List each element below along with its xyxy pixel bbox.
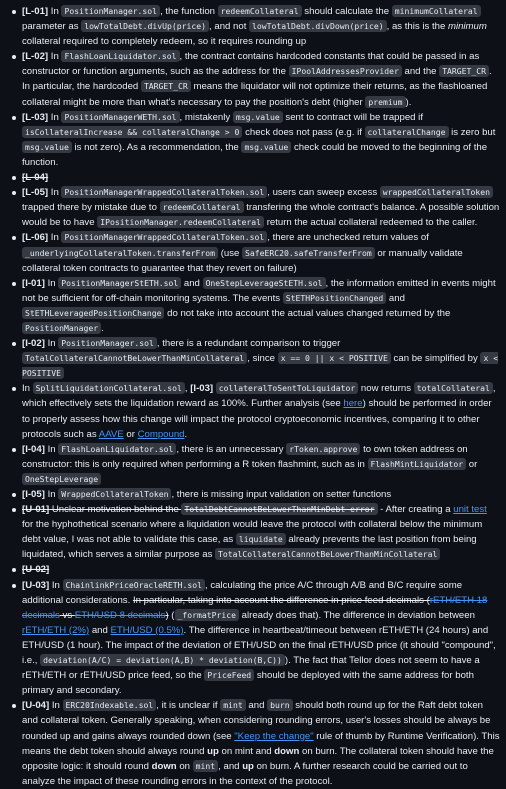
finding-label: [U-04] — [22, 700, 50, 712]
inline-code: msg.value — [241, 141, 291, 153]
inline-code: collateralChange — [365, 126, 449, 138]
finding-item — [12, 502, 500, 562]
text-segment: or — [466, 458, 478, 470]
text-segment: can be simplified by — [390, 353, 481, 365]
text-segment: is zero but — [448, 126, 496, 138]
text-segment: return the actual collateral redeemed to the caller. — [264, 217, 478, 229]
text-segment: , there is a redundant comparison to trigger — [156, 338, 341, 350]
text-segment: , since — [247, 353, 278, 365]
text-segment: In particular, taking into account the difference in price feed decimals ( — [132, 594, 430, 606]
finding-label: up — [242, 760, 254, 772]
text-segment: . — [184, 428, 188, 440]
inline-code: OneStepLeverageStETH.sol — [203, 277, 326, 289]
finding-item — [12, 276, 500, 336]
inline-code: msg.value — [233, 111, 283, 123]
link[interactable]: Compound — [137, 428, 185, 440]
finding-item — [12, 170, 500, 185]
inline-code: TARGET_CR — [439, 65, 489, 77]
text-segment: . In particular, the hardcoded — [22, 66, 492, 93]
inline-code: PositionManager — [22, 322, 101, 334]
text-segment: to own token address on constructor: this is only required when performing a R token flashmint, such as in — [22, 443, 468, 470]
text-segment: ). — [405, 96, 412, 108]
text-segment: and the — [401, 66, 440, 78]
text-segment: , and — [218, 760, 243, 772]
text-segment: , mistakenly — [179, 111, 233, 123]
text-segment: , there are unchecked return values of — [267, 232, 429, 244]
inline-code: FlashLoanLiquidator.sol — [58, 443, 176, 455]
finding-label: [U-02] — [22, 564, 50, 576]
text-segment: check could be moved to the beginning of the function. — [22, 141, 488, 168]
text-segment: (use — [218, 247, 243, 259]
link[interactable]: unit test — [453, 504, 487, 516]
text-segment: on mint and — [218, 745, 275, 757]
text-segment: or manually validate collateral token contracts to guarantee that they revert on failure) — [22, 247, 463, 274]
text-segment: , there is an unnecessary — [176, 443, 287, 455]
inline-code: liquidate — [236, 533, 286, 545]
text-segment: , there is missing input validation on setter functions — [171, 489, 392, 500]
inline-code: PositionManagerWETH.sol — [61, 111, 179, 123]
text-segment: In — [44, 443, 59, 455]
text-segment: - After creating a — [377, 504, 454, 516]
link[interactable]: "Keep the change" — [234, 730, 314, 742]
text-segment: In — [22, 383, 33, 395]
text-segment: . The difference in heartbeat/timeout between rETH/ETH (24 hours) and ETH/USD (1 hour). The impact of the deviation of ETH/USD on the final rETH/USD price (it should "compound", i.e., — [22, 624, 496, 667]
inline-code: StETHPositionChanged — [283, 292, 386, 304]
text-segment: check does not pass (e.g. if — [242, 126, 365, 138]
inline-code: x == 0 || x < POSITIVE — [278, 352, 391, 364]
text-segment: , calculating the price A/C through A/B and B/C require some additional considerations. — [22, 579, 463, 606]
text-segment: , it is unclear if — [156, 700, 221, 712]
text-segment: In — [49, 579, 63, 591]
inline-code: SafeERC20.safeTransferFrom — [242, 247, 375, 259]
finding-label: [L-02] — [22, 51, 49, 63]
inline-code: wrappedCollateralToken — [380, 186, 493, 198]
text-segment: rule of thumb by Runtime Verification). This means the debt token should always round — [22, 730, 500, 757]
inline-code: StETHLeveragedPositionChange — [22, 307, 164, 319]
text-segment: means the liquidator will not optimize their returns, as the flashloaned collateral might be more than what's necessary to pay the position's debt (higher — [22, 81, 488, 108]
finding-item — [12, 578, 500, 699]
text-segment: collateral required to completely redeem, so it requires rounding up — [22, 36, 307, 48]
text-segment: sent to contract will be trapped if — [282, 111, 423, 123]
inline-code: FlashLoanLiquidator.sol — [61, 50, 179, 62]
text-segment: and — [386, 292, 405, 304]
inline-code: TARGET_CR — [141, 80, 191, 92]
finding-label: [I-03] — [190, 383, 214, 395]
text-segment: should calculate the — [301, 6, 392, 17]
text-segment: , users can sweep excess — [267, 187, 380, 199]
inline-code: redeemCollateral — [218, 5, 302, 17]
text-segment: In — [49, 700, 63, 712]
finding-label: [I-04] — [22, 443, 45, 455]
finding-label: down — [151, 760, 177, 772]
inline-code: redeemCollateral — [160, 201, 244, 213]
finding-item — [12, 336, 500, 381]
finding-item — [12, 442, 500, 487]
text-segment: now returns — [358, 383, 414, 395]
finding-label: [I-02] — [22, 338, 45, 350]
inline-code: IPositionManager.redeemCollateral — [97, 216, 264, 228]
link[interactable]: ETH/USD 8 decimals — [74, 609, 166, 621]
text-segment: already prevents the last position from being liquidated, which serves a similar purpose as — [22, 534, 477, 561]
finding-item — [12, 110, 500, 170]
text-segment: already does that). The difference in deviation between — [239, 609, 475, 621]
finding-item — [12, 230, 500, 275]
inline-code: _formatPrice — [175, 609, 239, 621]
text-segment: or — [123, 428, 138, 440]
finding-label: up — [207, 745, 219, 757]
finding-label: [I-01] — [22, 277, 45, 289]
inline-code: rToken.approve — [286, 443, 360, 455]
finding-label: [L-05] — [22, 187, 49, 199]
text-segment: , as this is the — [386, 21, 448, 33]
link[interactable]: AAVE — [98, 428, 124, 440]
finding-item — [12, 698, 500, 789]
inline-code: mint — [193, 760, 219, 772]
text-segment: and — [89, 624, 111, 636]
text-segment: on — [176, 760, 193, 772]
text-segment: In — [48, 187, 62, 199]
inline-code: SplitLiquidationCollateral.sol — [33, 382, 185, 394]
text-segment: vs — [59, 609, 75, 621]
inline-code: PositionManager.sol — [58, 337, 157, 349]
text-segment: In — [44, 338, 59, 350]
inline-code: deviation(A/C) = deviation(A,B) * deviation(B,C)) — [40, 654, 285, 666]
inline-code: PriceFeed — [204, 669, 254, 681]
text-segment: , and not — [209, 21, 250, 33]
inline-code: x < POSITIVE — [22, 353, 499, 379]
inline-code: OneStepLeverage — [22, 473, 101, 485]
finding-label: [L-04] — [22, 172, 49, 184]
inline-code: isCollateralIncrease && collateralChange > 0 — [22, 126, 242, 138]
text-segment: and — [181, 277, 203, 289]
inline-code: totalCollateral — [414, 382, 493, 394]
link[interactable]: here — [343, 398, 363, 410]
text-segment: ( — [168, 609, 175, 621]
text-segment: In — [44, 489, 59, 500]
inline-code: PositionManagerStETH.sol — [58, 277, 181, 289]
text-segment: In — [44, 277, 59, 289]
text-segment: is not zero). As a recommendation, the — [71, 141, 242, 153]
text-segment: In — [48, 51, 62, 63]
finding-label: [U-03] — [22, 579, 50, 591]
text-segment: , the contract contains hardcoded constants that could be passed in as constructor or function arguments, such as the address for the — [22, 51, 480, 78]
inline-code: minimumCollateral — [392, 5, 481, 17]
text-segment: , — [184, 383, 191, 395]
text-segment: , the function — [160, 6, 218, 17]
inline-code: PositionManagerWrappedCollateralToken.sol — [61, 231, 267, 243]
text-segment: . — [101, 322, 104, 334]
inline-code: PositionManager.sol — [61, 5, 160, 17]
finding-label: [U-01] — [22, 504, 50, 516]
inline-code: lowTotalDebt.divDown(price) — [249, 20, 387, 32]
text-segment: ). The fact that Tellor does not seem to have a rETH/ETH or rETH/USD price feed, so the — [22, 655, 480, 682]
inline-code: TotalCollateralCannotBeLowerThanMinCollateral — [215, 548, 440, 560]
finding-label: [L-06] — [22, 232, 49, 244]
finding-label: [L-01] — [22, 6, 49, 17]
text-segment: Unclear motivation behind the — [49, 504, 182, 516]
text-segment: In — [48, 232, 62, 244]
text-segment: parameter as — [22, 21, 82, 33]
finding-item — [12, 381, 500, 441]
inline-code: lowTotalDebt.divUp(price) — [81, 20, 209, 32]
finding-label: [L-03] — [22, 111, 49, 123]
text-segment: In — [48, 6, 62, 17]
text-segment: , the information emitted in events might not be sufficient for off-chain monitoring systems. The events — [22, 277, 496, 304]
text-segment: and — [245, 700, 268, 712]
inline-code: IPoolAddressesProvider — [289, 65, 402, 77]
inline-code: WrappedCollateralToken — [58, 488, 171, 500]
finding-item — [12, 49, 500, 109]
inline-code: msg.value — [22, 141, 72, 153]
inline-code: collateralToSentToLiquidator — [216, 382, 358, 394]
link[interactable]: rETH/ETH 18 decimals — [22, 594, 488, 621]
link[interactable]: ETH/USD (0.5%) — [110, 624, 184, 636]
text-segment: , which effectively sets the liquidation reward as 100%. Further analysis (see — [22, 383, 496, 410]
text-segment: do not take into account the actual values changed returned by the — [164, 307, 451, 319]
text-segment: on burn. The collateral token should have the opposite logic: it should round — [22, 745, 494, 772]
finding-label: [I-05] — [22, 489, 45, 500]
text-segment: ) — [165, 609, 169, 621]
inline-code: mint — [220, 699, 246, 711]
text-segment: In — [48, 111, 62, 123]
inline-code: PositionManagerWrappedCollateralToken.sol — [61, 186, 267, 198]
text-segment: minimum — [447, 21, 487, 33]
text-segment: for the hyphothetical scenario where a liquidation would leave the protocol with collateral below the minimum debt value, I was not able to validate this case, as — [22, 519, 483, 546]
text-segment: transfering the whole contract's balance. A possible solution would be to have — [22, 202, 500, 229]
text-segment: should be deployed with the same address for both primary and secondary. — [22, 670, 474, 697]
link[interactable]: rETH/ETH (2%) — [22, 624, 90, 636]
inline-code: ERC20Indexable.sol — [63, 699, 157, 711]
finding-item — [12, 487, 500, 502]
inline-code: FlashMintLiquidator — [368, 458, 467, 470]
text-segment: on burn. A further research could be carried out to analyze the impact of these rounding errors in the context of the protocol. — [22, 760, 468, 787]
text-segment: ) should be performed in order to properly assess how this change will impact the protocol cryptoeconomic incentives, comparing it to other protocols such as — [22, 398, 492, 440]
finding-item — [12, 185, 500, 230]
inline-code: _underlyingCollateralToken.transferFrom — [22, 247, 218, 259]
text-segment: should both round up for the Raft debt token and collateral token. Generally speaking, when considering rounding errors, user's losses should be always be rounded up and gains always rounded down (see — [22, 700, 491, 742]
inline-code: TotalCollateralCannotBeLowerThanMinCollateral — [22, 352, 247, 364]
inline-code: TotalDebtCannotBeLowerThanMinDebt error — [181, 503, 377, 515]
inline-code: burn — [267, 699, 293, 711]
finding-label: down — [274, 745, 300, 757]
finding-item — [12, 4, 500, 49]
finding-item — [12, 562, 500, 577]
inline-code: ChainlinkPriceOracleRETH.sol — [63, 579, 205, 591]
inline-code: premium — [365, 96, 405, 108]
text-segment: trapped there by mistake due to — [22, 202, 160, 214]
